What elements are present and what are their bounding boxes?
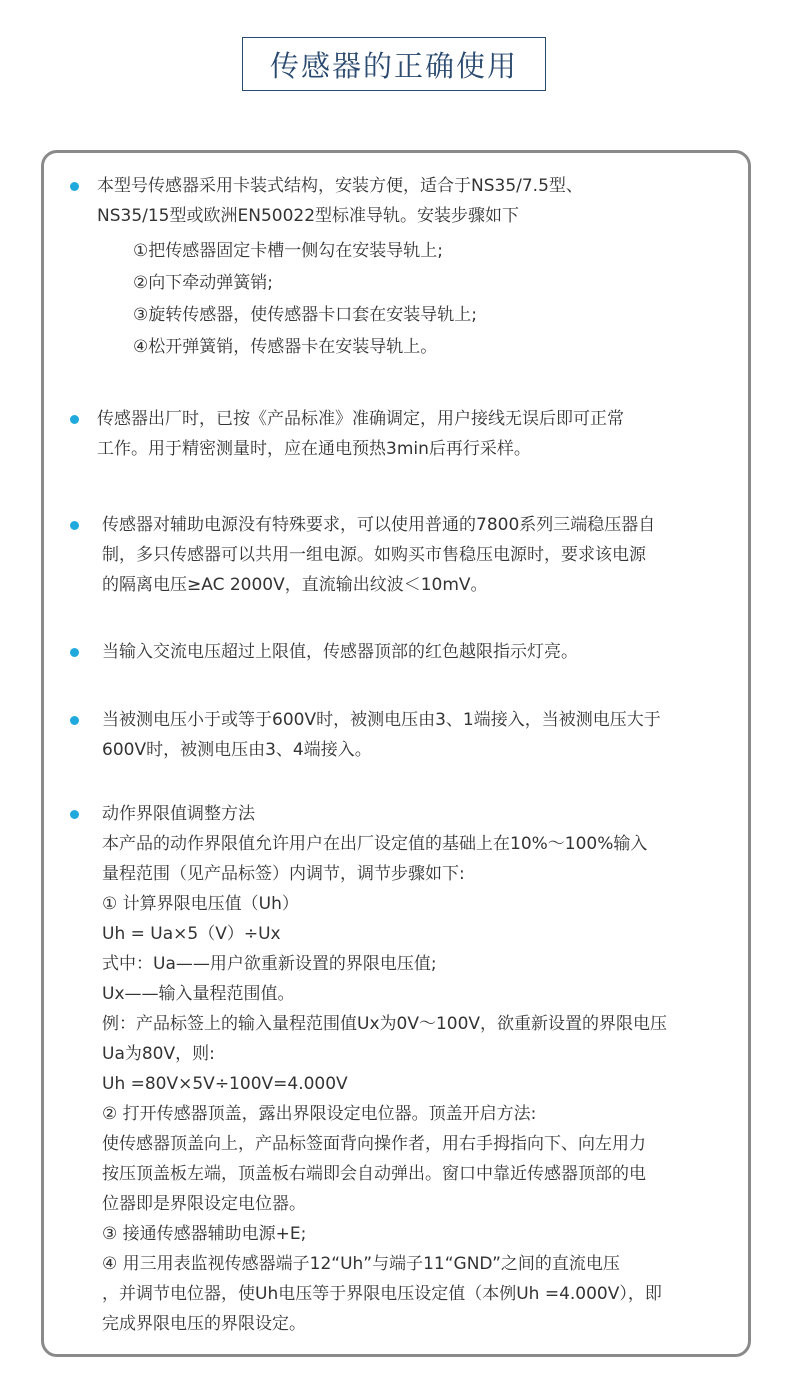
step-line: ②向下牵动弹簧销;: [133, 273, 273, 293]
step-line: ③旋转传感器，使传感器卡口套在安装导轨上;: [133, 305, 477, 325]
instructions-card: [41, 150, 751, 1357]
text-line: 传感器出厂时，已按《产品标准》准确调定，用户接线无误后即可正常: [97, 409, 624, 429]
text-line: ① 计算界限电压值（Uh）: [102, 894, 299, 914]
text-line: Uh = Ua×5（V）÷Ux: [102, 924, 281, 944]
text-line: 位器即是界限设定电位器。: [102, 1194, 306, 1214]
text-line: 完成界限电压的界限设定。: [102, 1314, 306, 1334]
section-voltage-terminals: [102, 705, 742, 765]
section-mounting: [97, 171, 737, 363]
text-line: ② 打开传感器顶盖，露出界限设定电位器。顶盖开启方法:: [102, 1104, 537, 1124]
bullet-dot: [70, 648, 79, 657]
text-line: 制，多只传感器可以共用一组电源。如购买市售稳压电源时，要求该电源: [102, 545, 646, 565]
page-title: 传感器的正确使用: [269, 48, 518, 83]
text-line: 本产品的动作界限值允许用户在出厂设定值的基础上在10%～100%输入: [102, 834, 648, 854]
step-line: ①把传感器固定卡槽一侧勾在安装导轨上;: [133, 241, 443, 261]
text-line: Uh =80V×5V÷100V=4.000V: [102, 1074, 348, 1094]
section-power-supply: [102, 510, 742, 600]
text-line: Ux——输入量程范围值。: [102, 984, 295, 1004]
text-line: 当被测电压小于或等于600V时，被测电压由3、1端接入，当被测电压大于: [102, 710, 661, 730]
text-line: 动作界限值调整方法: [102, 804, 255, 824]
text-line: 量程范围（见产品标签）内调节，调节步骤如下:: [102, 864, 465, 884]
bullet-dot: [70, 182, 79, 191]
text-line: 的隔离电压≥AC 2000V，直流输出纹波＜10mV。: [102, 575, 488, 595]
section-factory-calibration: [97, 404, 737, 464]
bullet-dot: [70, 415, 79, 424]
bullet-dot: [70, 716, 79, 725]
title-box: [242, 37, 546, 91]
text-line: 使传感器顶盖向上，产品标签面背向操作者，用右手拇指向下、向左用力: [102, 1134, 646, 1154]
section-threshold-adjustment: [102, 799, 742, 1339]
bullet-dot: [70, 810, 79, 819]
text-line: 例：产品标签上的输入量程范围值Ux为0V～100V，欲重新设置的界限电压: [102, 1014, 668, 1034]
section-overlimit-indicator: [102, 637, 742, 667]
text-line: ，并调节电位器，使Uh电压等于界限电压设定值（本例Uh =4.000V），即: [102, 1284, 662, 1304]
text-line: ④ 用三用表监视传感器端子12“Uh”与端子11“GND”之间的直流电压: [102, 1254, 620, 1274]
mounting-steps: [97, 235, 737, 363]
text-line: 工作。用于精密测量时，应在通电预热3min后再行采样。: [97, 439, 531, 459]
step-line: ④松开弹簧销，传感器卡在安装导轨上。: [133, 337, 438, 357]
text-line: Ua为80V，则:: [102, 1044, 215, 1064]
text-line: 按压顶盖板左端，顶盖板右端即会自动弹出。窗口中靠近传感器顶部的电: [102, 1164, 646, 1184]
text-line: 传感器对辅助电源没有特殊要求，可以使用普通的7800系列三端稳压器自: [102, 515, 656, 535]
text-line: 式中：Ua——用户欲重新设置的界限电压值;: [102, 954, 437, 974]
text-line: ③ 接通传感器辅助电源+E;: [102, 1224, 307, 1244]
text-line: NS35/15型或欧洲EN50022型标准导轨。安装步骤如下: [97, 206, 520, 226]
text-line: 当输入交流电压超过上限值，传感器顶部的红色越限指示灯亮。: [102, 642, 578, 662]
text-line: 本型号传感器采用卡装式结构，安装方便，适合于NS35/7.5型、: [97, 176, 583, 196]
text-line: 600V时，被测电压由3、4端接入。: [102, 740, 372, 760]
bullet-dot: [70, 521, 79, 530]
